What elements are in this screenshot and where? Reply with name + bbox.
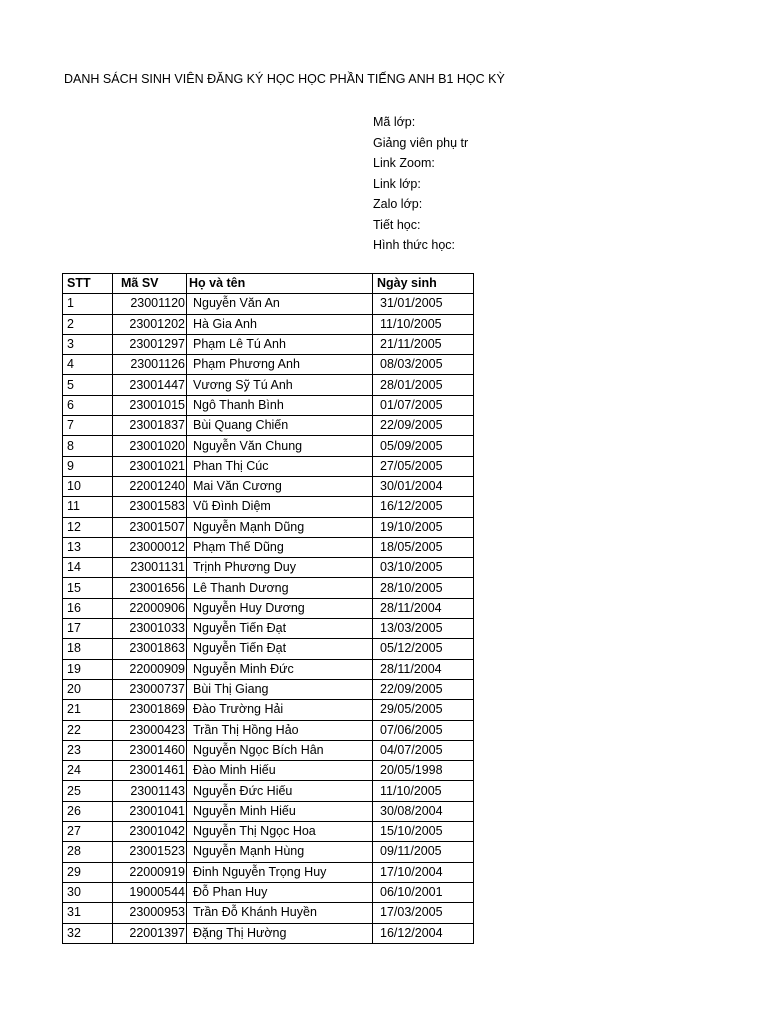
- cell-student-id: 23001460: [113, 740, 187, 760]
- cell-student-id: 23001041: [113, 801, 187, 821]
- cell-name: Nguyễn Mạnh Dũng: [187, 517, 373, 537]
- table-row: [63, 476, 474, 496]
- table-body: [63, 294, 474, 944]
- cell-name: Phạm Thế Dũng: [187, 537, 373, 557]
- cell-student-id: 23001869: [113, 700, 187, 720]
- cell-student-id: 23001447: [113, 375, 187, 395]
- cell-name: Trần Đỗ Khánh Huyền: [187, 903, 373, 923]
- cell-stt: 18: [63, 639, 113, 659]
- cell-student-id: 23001131: [113, 558, 187, 578]
- cell-name: Nguyễn Đức Hiếu: [187, 781, 373, 801]
- table-header-row: [63, 274, 474, 294]
- table-row: [63, 436, 474, 456]
- table-row: [63, 761, 474, 781]
- cell-student-id: 23001837: [113, 416, 187, 436]
- cell-name: Phan Thị Cúc: [187, 456, 373, 476]
- table-row: [63, 882, 474, 902]
- cell-name: Nguyễn Minh Đức: [187, 659, 373, 679]
- cell-name: Lê Thanh Dương: [187, 578, 373, 598]
- table-row: [63, 822, 474, 842]
- table-row: [63, 679, 474, 699]
- cell-stt: 30: [63, 882, 113, 902]
- cell-name: Đinh Nguyễn Trọng Huy: [187, 862, 373, 882]
- table-row: [63, 619, 474, 639]
- table-row: [63, 842, 474, 862]
- cell-name: Trịnh Phương Duy: [187, 558, 373, 578]
- cell-stt: 8: [63, 436, 113, 456]
- cell-name: Nguyễn Tiến Đạt: [187, 619, 373, 639]
- cell-name: Mai Văn Cương: [187, 476, 373, 496]
- header-stt: STT: [63, 274, 113, 294]
- cell-name: Bùi Thị Giang: [187, 679, 373, 699]
- cell-stt: 21: [63, 700, 113, 720]
- cell-stt: 25: [63, 781, 113, 801]
- cell-dob: 05/12/2005: [373, 639, 474, 659]
- cell-dob: 21/11/2005: [373, 334, 474, 354]
- cell-name: Nguyễn Văn Chung: [187, 436, 373, 456]
- table-row: [63, 355, 474, 375]
- periods-label: Tiết học:: [373, 217, 421, 232]
- cell-name: Đặng Thị Hường: [187, 923, 373, 943]
- cell-student-id: 23001042: [113, 822, 187, 842]
- cell-stt: 15: [63, 578, 113, 598]
- cell-student-id: 23001461: [113, 761, 187, 781]
- table-row: [63, 334, 474, 354]
- cell-dob: 16/12/2004: [373, 923, 474, 943]
- cell-student-id: 23001202: [113, 314, 187, 334]
- table-row: [63, 659, 474, 679]
- cell-student-id: 23000423: [113, 720, 187, 740]
- class-link-label: Link lớp:: [373, 176, 421, 191]
- cell-dob: 28/01/2005: [373, 375, 474, 395]
- cell-student-id: 23000012: [113, 537, 187, 557]
- cell-dob: 08/03/2005: [373, 355, 474, 375]
- cell-student-id: 22000909: [113, 659, 187, 679]
- cell-dob: 07/06/2005: [373, 720, 474, 740]
- table-row: [63, 497, 474, 517]
- cell-stt: 31: [63, 903, 113, 923]
- table-row: [63, 598, 474, 618]
- cell-name: Nguyễn Thị Ngọc Hoa: [187, 822, 373, 842]
- class-info-block: [373, 112, 483, 256]
- cell-dob: 05/09/2005: [373, 436, 474, 456]
- cell-student-id: 23000737: [113, 679, 187, 699]
- cell-stt: 10: [63, 476, 113, 496]
- cell-name: Hà Gia Anh: [187, 314, 373, 334]
- cell-name: Bùi Quang Chiến: [187, 416, 373, 436]
- cell-student-id: 22000919: [113, 862, 187, 882]
- table-row: [63, 740, 474, 760]
- cell-dob: 28/10/2005: [373, 578, 474, 598]
- cell-name: Nguyễn Huy Dương: [187, 598, 373, 618]
- table-row: [63, 517, 474, 537]
- cell-stt: 4: [63, 355, 113, 375]
- cell-dob: 18/05/2005: [373, 537, 474, 557]
- cell-dob: 01/07/2005: [373, 395, 474, 415]
- cell-name: Phạm Phương Anh: [187, 355, 373, 375]
- cell-student-id: 23001507: [113, 517, 187, 537]
- cell-dob: 29/05/2005: [373, 700, 474, 720]
- cell-student-id: 23001020: [113, 436, 187, 456]
- cell-student-id: 23001523: [113, 842, 187, 862]
- cell-dob: 20/05/1998: [373, 761, 474, 781]
- cell-dob: 11/10/2005: [373, 314, 474, 334]
- cell-dob: 30/01/2004: [373, 476, 474, 496]
- cell-stt: 22: [63, 720, 113, 740]
- cell-stt: 16: [63, 598, 113, 618]
- header-student-id: Mã SV: [113, 274, 187, 294]
- table-row: [63, 416, 474, 436]
- table-row: [63, 578, 474, 598]
- cell-dob: 31/01/2005: [373, 294, 474, 314]
- cell-stt: 26: [63, 801, 113, 821]
- cell-student-id: 22000906: [113, 598, 187, 618]
- cell-student-id: 23001015: [113, 395, 187, 415]
- cell-stt: 32: [63, 923, 113, 943]
- cell-student-id: 23001126: [113, 355, 187, 375]
- cell-stt: 29: [63, 862, 113, 882]
- zoom-link-label: Link Zoom:: [373, 156, 435, 170]
- cell-name: Vũ Đình Diệm: [187, 497, 373, 517]
- cell-name: Vương Sỹ Tú Anh: [187, 375, 373, 395]
- cell-name: Đào Trường Hải: [187, 700, 373, 720]
- cell-stt: 9: [63, 456, 113, 476]
- cell-dob: 09/11/2005: [373, 842, 474, 862]
- table-row: [63, 781, 474, 801]
- table-row: [63, 456, 474, 476]
- cell-student-id: 23000953: [113, 903, 187, 923]
- zalo-label: Zalo lớp:: [373, 197, 423, 211]
- cell-stt: 3: [63, 334, 113, 354]
- table-row: [63, 395, 474, 415]
- cell-name: Nguyễn Ngọc Bích Hân: [187, 740, 373, 760]
- table-row: [63, 700, 474, 720]
- cell-student-id: 23001033: [113, 619, 187, 639]
- cell-name: Phạm Lê Tú Anh: [187, 334, 373, 354]
- class-code-label: Mã lớp:: [373, 115, 416, 129]
- cell-dob: 28/11/2004: [373, 659, 474, 679]
- cell-stt: 14: [63, 558, 113, 578]
- cell-stt: 24: [63, 761, 113, 781]
- cell-stt: 6: [63, 395, 113, 415]
- table-row: [63, 720, 474, 740]
- cell-stt: 13: [63, 537, 113, 557]
- cell-stt: 19: [63, 659, 113, 679]
- cell-dob: 17/10/2004: [373, 862, 474, 882]
- cell-student-id: 23001583: [113, 497, 187, 517]
- cell-student-id: 23001021: [113, 456, 187, 476]
- cell-dob: 22/09/2005: [373, 679, 474, 699]
- cell-name: Trần Thị Hồng Hảo: [187, 720, 373, 740]
- cell-name: Nguyễn Văn An: [187, 294, 373, 314]
- cell-dob: 19/10/2005: [373, 517, 474, 537]
- cell-student-id: 23001143: [113, 781, 187, 801]
- cell-dob: 28/11/2004: [373, 598, 474, 618]
- cell-student-id: 23001297: [113, 334, 187, 354]
- cell-stt: 12: [63, 517, 113, 537]
- table-row: [63, 903, 474, 923]
- cell-dob: 16/12/2005: [373, 497, 474, 517]
- table-row: [63, 801, 474, 821]
- cell-dob: 17/03/2005: [373, 903, 474, 923]
- cell-dob: 04/07/2005: [373, 740, 474, 760]
- cell-name: Nguyễn Minh Hiếu: [187, 801, 373, 821]
- table-row: [63, 558, 474, 578]
- cell-name: Nguyễn Tiến Đạt: [187, 639, 373, 659]
- table-row: [63, 862, 474, 882]
- cell-student-id: 19000544: [113, 882, 187, 902]
- cell-stt: 11: [63, 497, 113, 517]
- student-table: [62, 273, 474, 944]
- cell-stt: 7: [63, 416, 113, 436]
- cell-stt: 5: [63, 375, 113, 395]
- cell-stt: 2: [63, 314, 113, 334]
- cell-name: Ngô Thanh Bình: [187, 395, 373, 415]
- cell-stt: 17: [63, 619, 113, 639]
- cell-dob: 06/10/2001: [373, 882, 474, 902]
- cell-stt: 20: [63, 679, 113, 699]
- cell-dob: 22/09/2005: [373, 416, 474, 436]
- table-row: [63, 375, 474, 395]
- table-row: [63, 294, 474, 314]
- cell-dob: 15/10/2005: [373, 822, 474, 842]
- document-title: DANH SÁCH SINH VIÊN ĐĂNG KÝ HỌC HỌC PHẦN TIẾNG ANH B1 HỌC KỲ: [64, 72, 505, 86]
- cell-stt: 27: [63, 822, 113, 842]
- cell-name: Nguyễn Mạnh Hùng: [187, 842, 373, 862]
- table-row: [63, 537, 474, 557]
- cell-dob: 11/10/2005: [373, 781, 474, 801]
- table-row: [63, 314, 474, 334]
- lecturer-label: Giảng viên phụ tr: [373, 135, 469, 150]
- header-name: Họ và tên: [187, 274, 373, 294]
- cell-name: Đỗ Phan Huy: [187, 882, 373, 902]
- cell-dob: 03/10/2005: [373, 558, 474, 578]
- table-row: [63, 923, 474, 943]
- cell-dob: 13/03/2005: [373, 619, 474, 639]
- cell-student-id: 22001397: [113, 923, 187, 943]
- cell-dob: 27/05/2005: [373, 456, 474, 476]
- cell-dob: 30/08/2004: [373, 801, 474, 821]
- study-format-label: Hình thức học:: [373, 238, 456, 252]
- header-dob: Ngày sinh: [373, 274, 474, 294]
- cell-stt: 28: [63, 842, 113, 862]
- cell-stt: 23: [63, 740, 113, 760]
- cell-student-id: 22001240: [113, 476, 187, 496]
- cell-student-id: 23001120: [113, 294, 187, 314]
- cell-student-id: 23001656: [113, 578, 187, 598]
- cell-name: Đào Minh Hiếu: [187, 761, 373, 781]
- cell-student-id: 23001863: [113, 639, 187, 659]
- table-row: [63, 639, 474, 659]
- cell-stt: 1: [63, 294, 113, 314]
